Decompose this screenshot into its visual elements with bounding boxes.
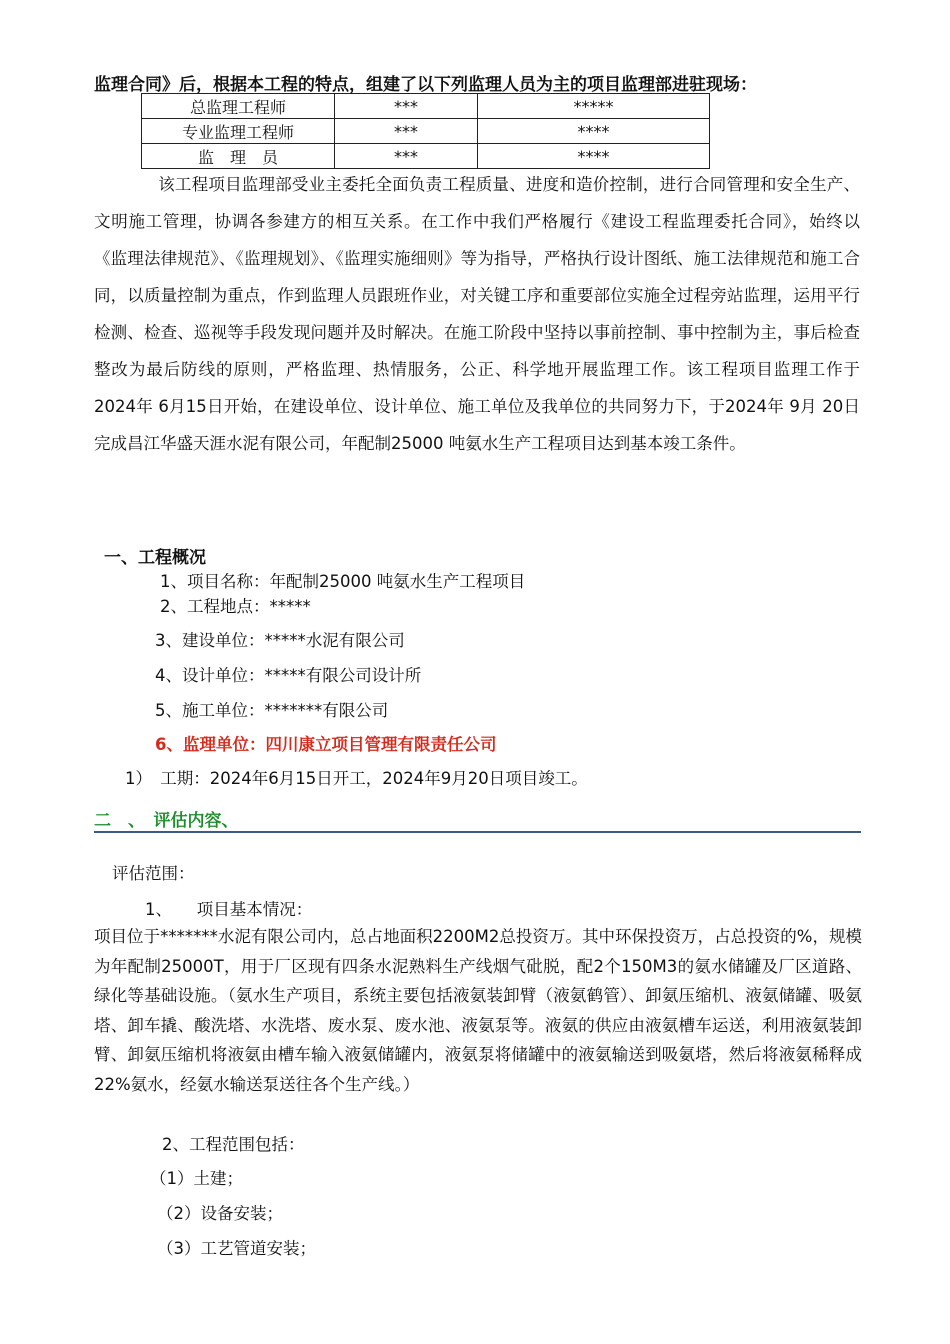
list-item: 5、施工单位：*******有限公司 (155, 701, 389, 720)
section-heading-evaluation: 二 、 评估内容、 (94, 811, 239, 831)
list-item: 3、建设单位：*****水泥有限公司 (155, 631, 405, 650)
range-label: 2、工程范围包括： (162, 1135, 305, 1154)
table-row (142, 119, 710, 144)
list-item: （2）设备安装； (157, 1204, 283, 1223)
scope-label: 评估范围： (112, 864, 195, 883)
basic-info-label: 1、 项目基本情况： (145, 900, 313, 919)
section-divider (94, 831, 861, 833)
table-cell: *** (335, 119, 478, 144)
list-item: （3）工艺管道安装； (157, 1239, 316, 1258)
table-cell: **** (478, 119, 710, 144)
table-cell: 总监理工程师 (142, 94, 335, 119)
table-cell: *** (335, 94, 478, 119)
table-cell: ***** (478, 94, 710, 119)
paragraph-text: 该工程项目监理部受业主委托全面负责工程质量、进度和造价控制，进行合同管理和安全生产、文明施工管理，协调各参建方的相互关系。在工作中我们严格履行《建设工程监理委托合同》，始终以《监理法律规范》、《监理规划》、《监理实施细则》等为指导，严格执行设计图纸、施工法律规范和施工合同，以质量控制为重点，作到监理人员跟班作业，对关键工序和重要部位实施全过程旁站监理，运用平行检测、检查、巡视等手段发现问题并及时解决。在施工阶段中坚持以事前控制、事中控制为主，事后检查整改为最后防线的原则，严格监理、热情服务，公正、科学地开展监理工作。该工程项目监理工作于2024年 6月15日开始，在建设单位、设计单位、施工单位及我单位的共同努力下，于2024年 9月 20日完成昌江华盛天涯水泥有限公司，年配制25000 吨氨水生产工程项目达到基本竣工条件。 (94, 175, 860, 453)
table-cell: *** (335, 144, 478, 169)
intro-line: 监理合同》后，根据本工程的特点，组建了以下列监理人员为主的项目监理部进驻现场： (94, 75, 757, 95)
table-row (142, 144, 710, 169)
list-item: （1）土建； (150, 1169, 243, 1188)
table-cell: 专业监理工程师 (142, 119, 335, 144)
list-item: 2、工程地点：***** (160, 597, 311, 616)
table-row (142, 94, 710, 119)
paragraph-overview (94, 166, 860, 462)
table-cell: **** (478, 144, 710, 169)
basic-info-paragraph: 项目位于*******水泥有限公司内，总占地面积2200M2总投资万。其中环保投资万，占总投资的%，规模为年配制25000T，用于厂区现有四条水泥熟料生产线烟气砒脱，配2个150M3的氨水储罐及厂区道路、绿化等基础设施。（氨水生产项目，系统主要包括液氨装卸臂（液氨鹤管）、卸氨压缩机、液氨储罐、吸氨塔、卸车撬、酸洗塔、水洗塔、废水泵、废水池、液氨泵等。液氨的供应由液氨槽车运送，利用液氨装卸臂、卸氨压缩机将液氨由槽车输入液氨储罐内，液氨泵将储罐中的液氨输送到吸氨塔，然后将液氨稀释成22%氨水，经氨水输送泵送往各个生产线。） (94, 927, 862, 1094)
schedule-item: 1） 工期：2024年6月15日开工，2024年9月20日项目竣工。 (125, 769, 588, 788)
table-cell: 监 理 员 (142, 144, 335, 169)
staff-table (141, 93, 710, 169)
supervisor-unit-item: 6、监理单位：四川康立项目管理有限责任公司 (155, 735, 497, 754)
section-heading-overview: 一、工程概况 (104, 548, 206, 568)
list-item: 1、项目名称：年配制25000 吨氨水生产工程项目 (160, 572, 526, 591)
list-item: 4、设计单位：*****有限公司设计所 (155, 666, 422, 685)
